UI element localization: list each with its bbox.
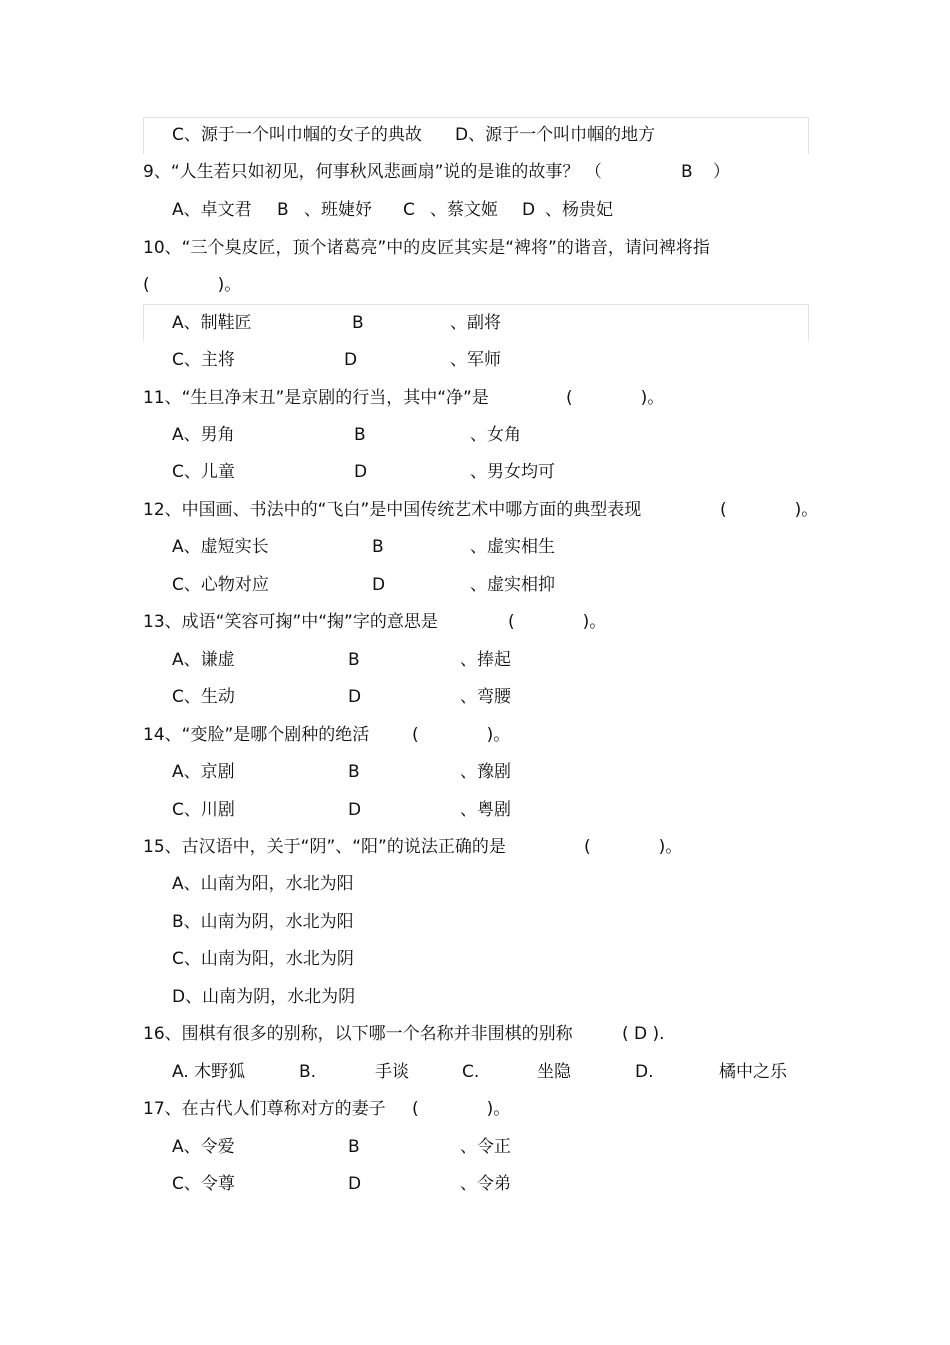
q17-option-d-text: 、令弟: [460, 1174, 511, 1194]
q12-option-b-text: 、虚实相生: [470, 537, 555, 557]
q13-option-b-letter: B: [348, 650, 360, 670]
q12-option-b-letter: B: [372, 537, 384, 557]
q10-paren: ( )。: [143, 275, 242, 295]
q14-option-d-text: 、粤剧: [460, 800, 511, 820]
q14-option-c: C、川剧: [172, 800, 235, 820]
q12-option-a: A、虚短实长: [172, 537, 269, 557]
q13-option-d-text: 、弯腰: [460, 687, 511, 707]
q12-option-d-text: 、虚实相抑: [470, 575, 555, 595]
q17-option-c: C、令尊: [172, 1174, 235, 1194]
q13-stem: 13、成语“笑容可掬”中“掬”字的意思是: [143, 612, 438, 632]
q14-option-b-letter: B: [348, 762, 360, 782]
q8-option-c: C、源于一个叫巾帼的女子的典故: [172, 125, 422, 145]
q11-option-d-letter: D: [354, 462, 368, 482]
q14-stem: 14、“变脸”是哪个剧种的绝活: [143, 725, 370, 745]
q10-option-d-text: 、军师: [450, 350, 501, 370]
q9-answer: B: [681, 162, 693, 182]
q17-stem: 17、在古代人们尊称对方的妻子: [143, 1099, 386, 1119]
q11-option-d-text: 、男女均可: [470, 462, 555, 482]
q12-stem: 12、中国画、书法中的“飞白”是中国传统艺术中哪方面的典型表现: [143, 500, 642, 520]
q16-stem: 16、围棋有很多的别称，以下哪一个名称并非围棋的别称: [143, 1024, 573, 1044]
q13-option-a: A、谦虚: [172, 650, 235, 670]
q9-option-d-letter: D: [522, 200, 536, 220]
q16-option-a: A. 木野狐: [172, 1062, 246, 1082]
q11-option-b-letter: B: [354, 425, 366, 445]
q11-option-c: C、儿童: [172, 462, 235, 482]
q9-option-d-text: 、杨贵妃: [545, 200, 613, 220]
q10-option-b-letter: B: [352, 313, 364, 333]
q15-paren: ( )。: [584, 837, 683, 857]
q9-option-c-text: 、蔡文姬: [430, 200, 498, 220]
q13-option-d-letter: D: [348, 687, 362, 707]
q14-option-d-letter: D: [348, 800, 362, 820]
q16-option-b-letter: B.: [299, 1062, 317, 1082]
q11-paren: ( )。: [566, 388, 665, 408]
q9-option-b-text: 、班婕妤: [304, 200, 372, 220]
q17-option-a: A、令爱: [172, 1137, 235, 1157]
q10-stem: 10、“三个臭皮匠，顶个诸葛亮”中的皮匠其实是“裨将”的谐音，请问裨将指: [143, 238, 710, 258]
q14-paren: ( )。: [412, 725, 511, 745]
q15-option-b: B、山南为阴，水北为阳: [172, 912, 354, 932]
q11-option-a: A、男角: [172, 425, 235, 445]
q16-option-c-letter: C.: [462, 1062, 480, 1082]
q15-option-a: A、山南为阳，水北为阳: [172, 874, 354, 894]
q17-option-b-letter: B: [348, 1137, 360, 1157]
q10-option-c: C、主将: [172, 350, 235, 370]
q14-option-b-text: 、豫剧: [460, 762, 511, 782]
q16-option-d-letter: D.: [635, 1062, 654, 1082]
q13-paren: ( )。: [508, 612, 607, 632]
q10-option-b-text: 、副将: [450, 313, 501, 333]
q16-option-b-text: 手谈: [375, 1062, 409, 1082]
q17-option-b-text: 、令正: [460, 1137, 511, 1157]
q16-option-c-text: 坐隐: [537, 1062, 571, 1082]
q9-stem: 9、“人生若只如初见，何事秋风悲画扇”说的是谁的故事？ （: [143, 162, 602, 182]
q15-option-c: C、山南为阳，水北为阴: [172, 949, 354, 969]
q13-option-c: C、生动: [172, 687, 235, 707]
q10-option-a: A、制鞋匠: [172, 313, 252, 333]
q12-option-c: C、心物对应: [172, 575, 269, 595]
q16-paren: ( D ).: [622, 1024, 665, 1044]
q9-option-b-letter: B: [277, 200, 289, 220]
q11-stem: 11、“生旦净末丑”是京剧的行当，其中“净”是: [143, 388, 489, 408]
q9-option-c-letter: C: [403, 200, 415, 220]
q13-option-b-text: 、捧起: [460, 650, 511, 670]
q17-option-d-letter: D: [348, 1174, 362, 1194]
q12-option-d-letter: D: [372, 575, 386, 595]
q12-paren: ( )。: [720, 500, 819, 520]
q9-close: ）: [713, 162, 730, 182]
q15-option-d: D、山南为阴，水北为阴: [172, 987, 356, 1007]
q17-paren: ( )。: [412, 1099, 511, 1119]
q10-option-d-letter: D: [344, 350, 358, 370]
q15-stem: 15、古汉语中，关于“阴”、“阳”的说法正确的是: [143, 837, 506, 857]
q8-option-d: D、源于一个叫巾帼的地方: [455, 125, 656, 145]
q16-option-d-text: 橘中之乐: [719, 1062, 787, 1082]
q9-option-a: A、卓文君: [172, 200, 252, 220]
q11-option-b-text: 、女角: [470, 425, 521, 445]
q14-option-a: A、京剧: [172, 762, 235, 782]
